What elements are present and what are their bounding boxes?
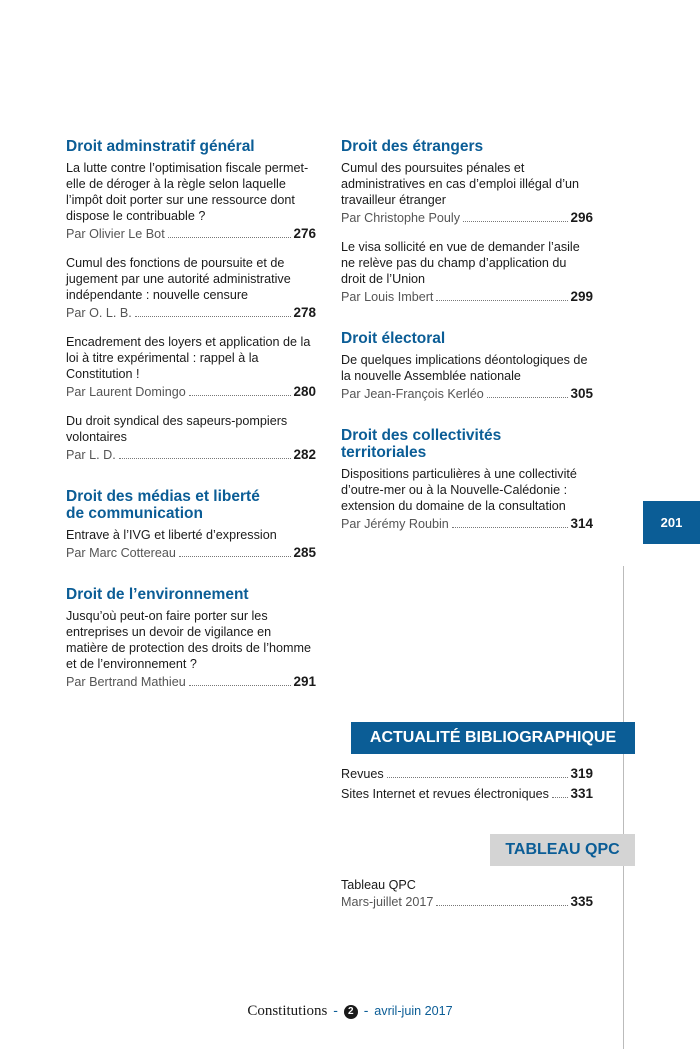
qpc-item <box>341 893 593 911</box>
toc-section <box>341 138 593 306</box>
entry-page: 299 <box>570 289 593 304</box>
footer-separator: - <box>363 1002 369 1018</box>
dot-leader <box>168 236 292 238</box>
dot-leader <box>189 684 292 686</box>
footer-separator: - <box>333 1002 338 1018</box>
dot-leader <box>452 526 569 528</box>
biblio-item-page: 319 <box>570 766 593 781</box>
issue-date: avril-juin 2017 <box>374 1004 453 1018</box>
biblio-item-label: Revues <box>341 767 384 781</box>
toc-section <box>66 488 316 562</box>
entry-page: 278 <box>293 305 316 320</box>
entry-title: Jusqu’où peut-on faire porter sur les entreprises un devoir de vigilance en matière de protection des droits de l’homme et de l’environnement ? <box>66 609 312 671</box>
entry-page: 276 <box>293 226 316 241</box>
entry-author-line <box>66 673 316 691</box>
entry-title: Du droit syndical des sapeurs-pompiers volontaires <box>66 414 288 444</box>
entry-page: 285 <box>293 545 316 560</box>
toc-right-column <box>341 138 593 557</box>
entry-title: La lutte contre l’optimisation fiscale permet-elle de déroger à la règle selon laquelle l’impôt doit porter sur une ressource dont dispose le contribuable ? <box>66 161 309 223</box>
entry-title: Cumul des fonctions de poursuite et de jugement par une autorité administrative indépendante : nouvelle censure <box>66 256 291 302</box>
dot-leader <box>189 394 292 396</box>
entry-author-line <box>66 304 316 322</box>
entry-title: De quelques implications déontologiques de la nouvelle Assemblée nationale <box>341 353 588 383</box>
entry-author: Par Louis Imbert <box>341 290 434 304</box>
dot-leader <box>463 220 568 222</box>
qpc-list[interactable] <box>341 877 593 911</box>
entry-author-line <box>66 446 316 464</box>
entry-author-line <box>66 225 316 243</box>
dot-leader <box>436 299 568 301</box>
entry-page: 296 <box>570 210 593 225</box>
page-footer <box>0 1002 700 1020</box>
toc-entry[interactable] <box>66 255 316 322</box>
dot-leader <box>179 555 292 557</box>
entry-page: 282 <box>293 447 316 462</box>
toc-entry[interactable] <box>341 466 593 533</box>
biblio-item-label: Sites Internet et revues électroniques <box>341 787 549 801</box>
entry-author: Par Christophe Pouly <box>341 211 461 225</box>
section-title: Droit des collectivités territoriales <box>341 427 502 461</box>
toc-entry[interactable] <box>66 413 316 464</box>
toc-section <box>341 427 593 533</box>
entry-page: 305 <box>570 386 593 401</box>
entry-title: Le visa sollicité en vue de demander l’asile ne relève pas du champ d’application du droit de l’Union <box>341 240 580 286</box>
toc-section <box>66 586 316 691</box>
biblio-item[interactable] <box>341 764 593 784</box>
entry-title: Cumul des poursuites pénales et administratives en cas d’emploi illégal d’un travailleur étranger <box>341 161 580 207</box>
entry-author: Par Bertrand Mathieu <box>66 675 186 689</box>
toc-entry[interactable] <box>341 352 593 403</box>
dot-leader <box>436 904 568 906</box>
biblio-item-page: 331 <box>570 786 593 801</box>
toc-entry[interactable] <box>66 334 316 401</box>
toc-entry[interactable] <box>341 160 593 227</box>
dot-leader <box>387 776 569 778</box>
toc-entry[interactable] <box>341 239 593 306</box>
toc-left-column <box>66 138 316 715</box>
entry-author: Par Jérémy Roubin <box>341 517 449 531</box>
entry-author-line <box>341 209 593 227</box>
entry-title: Entrave à l’IVG et liberté d’expression <box>66 528 277 542</box>
dot-leader <box>119 457 292 459</box>
section-title: Droit des médias et liberté de communication <box>66 488 260 522</box>
entry-author: Par L. D. <box>66 448 116 462</box>
entry-title: Encadrement des loyers et application de la loi à titre expérimental : rappel à la Constitution ! <box>66 335 311 381</box>
biblio-list <box>341 764 593 804</box>
entry-page: 280 <box>293 384 316 399</box>
qpc-banner: TABLEAU QPC <box>490 834 635 866</box>
entry-author: Par Marc Cottereau <box>66 546 176 560</box>
entry-author-line <box>66 383 316 401</box>
toc-entry[interactable] <box>66 527 316 562</box>
entry-author: Par Jean-François Kerléo <box>341 387 484 401</box>
toc-entry[interactable] <box>66 608 316 691</box>
biblio-banner: ACTUALITÉ BIBLIOGRAPHIQUE <box>351 722 635 754</box>
qpc-page: 335 <box>570 894 593 909</box>
toc-entry[interactable] <box>66 160 316 243</box>
section-title: Droit adminstratif général <box>66 138 255 155</box>
toc-section <box>341 330 593 403</box>
biblio-item[interactable] <box>341 784 593 804</box>
entry-page: 314 <box>570 516 593 531</box>
issue-badge: 2 <box>344 1005 358 1019</box>
entry-author: Par O. L. B. <box>66 306 132 320</box>
dot-leader <box>135 315 292 317</box>
dot-leader <box>552 796 569 798</box>
section-title: Droit de l’environnement <box>66 586 249 603</box>
qpc-title: Tableau QPC <box>341 878 416 892</box>
entry-author-line <box>341 515 593 533</box>
qpc-period: Mars-juillet 2017 <box>341 895 434 909</box>
entry-author-line <box>341 385 593 403</box>
dot-leader <box>487 396 569 398</box>
toc-section <box>66 138 316 464</box>
entry-author: Par Olivier Le Bot <box>66 227 165 241</box>
entry-page: 291 <box>293 674 316 689</box>
journal-name: Constitutions <box>247 1003 328 1019</box>
section-title: Droit électoral <box>341 330 446 347</box>
entry-author-line <box>66 544 316 562</box>
section-title: Droit des étrangers <box>341 138 484 155</box>
entry-author: Par Laurent Domingo <box>66 385 186 399</box>
entry-title: Dispositions particulières à une collectivité d’outre-mer ou à la Nouvelle-Calédonie : extension du domaine de la consultation <box>341 467 577 513</box>
entry-author-line <box>341 288 593 306</box>
page-number-tab: 201 <box>643 501 700 544</box>
vertical-divider <box>623 566 624 1049</box>
